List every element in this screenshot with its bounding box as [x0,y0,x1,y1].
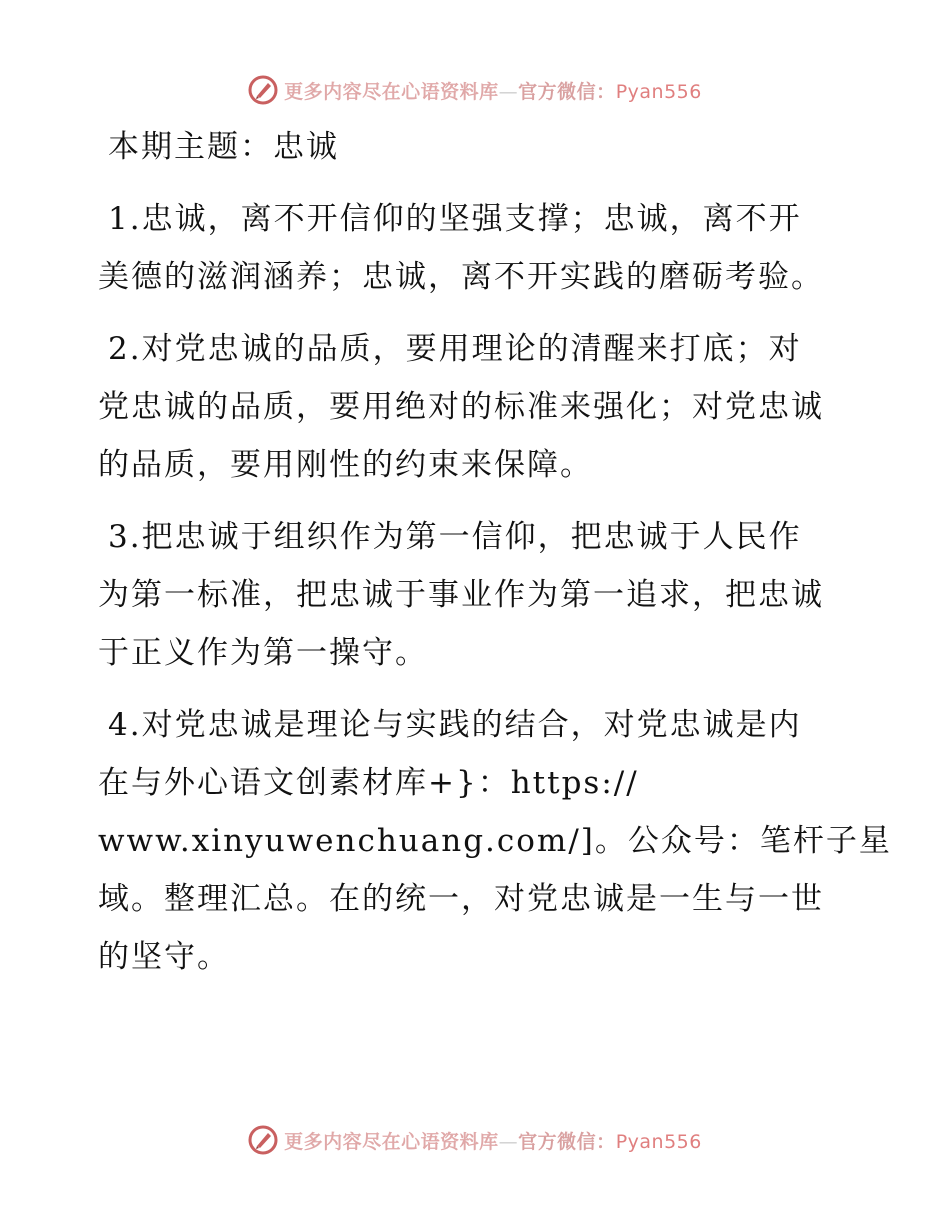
paragraph-line: 于正义作为第一操守。 [98,635,428,671]
footer-banner-official: 官方微信： [518,1130,616,1153]
paragraph-line: 2.对党忠诚的品质，要用理论的清醒来打底；对 [108,331,802,367]
header-banner-id: Pyan556 [615,80,702,103]
footer-banner-separator: — [498,1130,519,1153]
header-banner-official: 官方微信： [518,80,616,103]
brand-logo-icon [248,1125,278,1155]
header-banner-text [284,77,702,104]
paragraph-4 [98,696,892,986]
paragraph-line: 1.忠诚，离不开信仰的坚强支撑；忠诚，离不开 [108,201,802,237]
paragraph-line: 党忠诚的品质，要用绝对的标准来强化；对党忠诚 [98,389,824,425]
paragraph-line: 域。整理汇总。在的统一，对党忠诚是一生与一世 [98,881,824,917]
paragraph-3 [98,508,858,682]
footer-banner-main: 更多内容尽在心语资料库 [284,1130,499,1153]
paragraph-line: 为第一标准，把忠诚于事业作为第一追求，把忠诚 [98,577,824,613]
footer-banner [0,1120,950,1160]
paragraph-1 [98,190,858,306]
paragraph-line: 的坚守。 [98,939,230,975]
header-banner-separator: — [498,80,519,103]
header-banner-main: 更多内容尽在心语资料库 [284,80,499,103]
paragraph-line: 的品质，要用刚性的约束来保障。 [98,447,593,483]
header-banner [0,70,950,110]
paragraph-line: 在与外心语文创素材库+}：https:// [98,765,639,801]
brand-logo-icon [248,75,278,105]
paragraph-line: 4.对党忠诚是理论与实践的结合，对党忠诚是内 [108,707,802,743]
document-body [98,190,892,1000]
footer-banner-text [284,1127,702,1154]
paragraph-2 [98,320,858,494]
document-title: 本期主题：忠诚 [108,129,339,165]
footer-banner-id: Pyan556 [615,1130,702,1153]
paragraph-line: 3.把忠诚于组织作为第一信仰，把忠诚于人民作 [108,519,802,555]
paragraph-line: www.xinyuwenchuang.com/]。公众号：笔杆子星 [98,823,892,859]
paragraph-line: 美德的滋润涵养；忠诚，离不开实践的磨砺考验。 [98,259,824,295]
